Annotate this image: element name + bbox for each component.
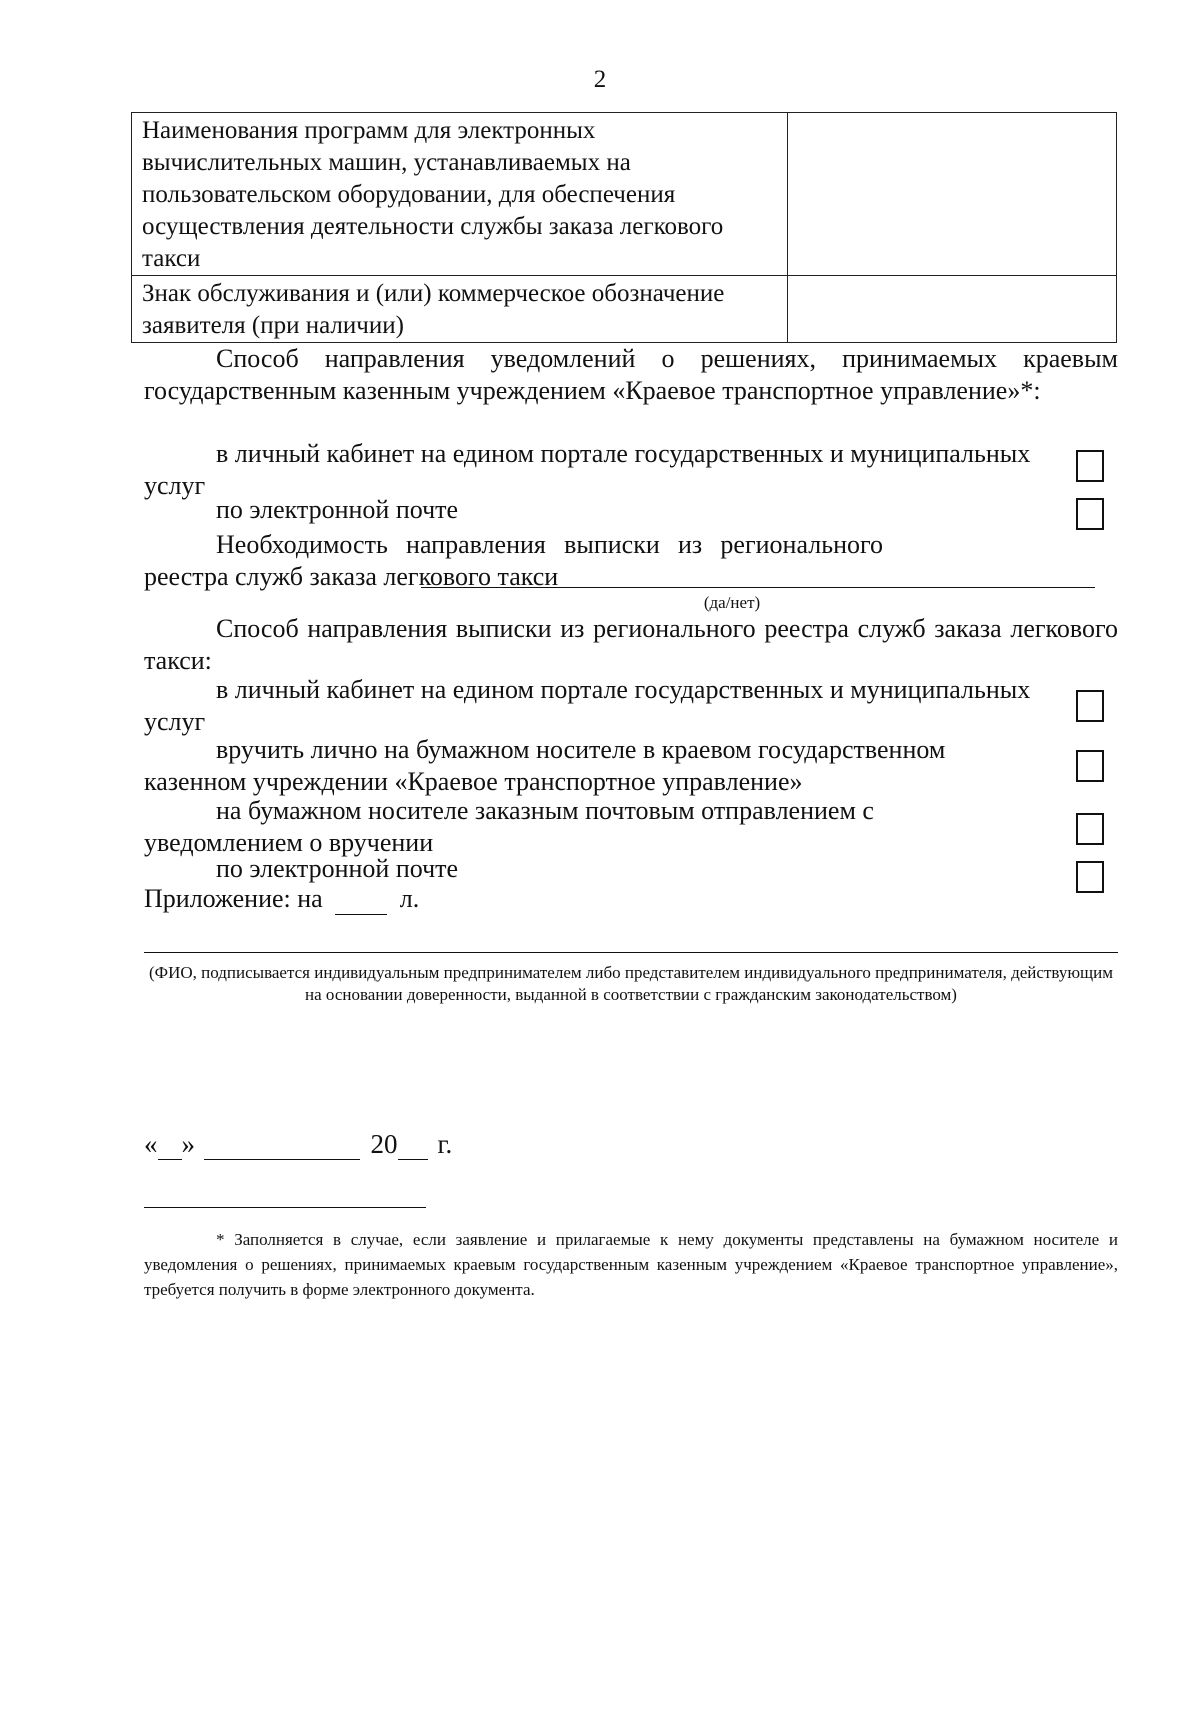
attachment-pages-input[interactable] (335, 890, 387, 915)
attachment-prefix: Приложение: на (144, 884, 323, 913)
page-number: 2 (593, 66, 607, 93)
table-row (132, 276, 1117, 343)
table-row (132, 113, 1117, 276)
table-cell-value[interactable] (788, 276, 1117, 343)
attachment-line (144, 883, 1118, 915)
date-year-suffix: г. (437, 1129, 453, 1159)
date-open-quote: « (144, 1129, 158, 1159)
option-label: в личный кабинет на едином портале государственных и муниципальных услуг (144, 439, 1031, 500)
notify-option-email (144, 494, 1104, 526)
extract-need-hint: (да/нет) (703, 593, 761, 612)
notifications-heading: Способ направления уведомлений о решениях, принимаемых краевым государственным казенным учреждением «Краевое транспортное управление»*: (144, 344, 1118, 405)
signature-line[interactable] (144, 952, 1118, 953)
checkbox[interactable] (1076, 498, 1104, 530)
notify-option-portal (144, 438, 1104, 502)
extract-option-portal (144, 674, 1104, 738)
option-label: по электронной почте (216, 495, 459, 524)
attachment-suffix: л. (399, 884, 420, 913)
extract-method-heading: Способ направления выписки из регионального реестра служб заказа легкового такси: (144, 614, 1118, 675)
extract-need-text: Необходимость направления выписки из регионального реестра служб заказа легкового такси (144, 530, 883, 591)
footnote: * Заполняется в случае, если заявление и прилагаемые к нему документы представлены на бумажном носителе и уведомления о решениях, принимаемых краевым государственным казенным учреждением «Краевое транспортное управление», требуется получить в форме электронного документа. (144, 1230, 1118, 1299)
date-year-prefix: 20 (370, 1129, 398, 1159)
option-label: вручить лично на бумажном носителе в краевом государственном казенном учреждении «Краевое транспортное управление» (144, 735, 946, 796)
date-line (144, 1128, 1118, 1160)
info-table (131, 112, 1117, 343)
option-label: на бумажном носителе заказным почтовым отправлением с уведомлением о вручении (144, 796, 874, 857)
extract-option-in-person (144, 734, 1104, 798)
date-day-input[interactable] (158, 1137, 182, 1160)
extract-option-mail (144, 795, 1104, 859)
checkbox[interactable] (1076, 813, 1104, 845)
extract-option-email (144, 853, 1104, 885)
date-year-input[interactable] (398, 1137, 428, 1160)
table-cell-label: Знак обслуживания и (или) коммерческое обозначение заявителя (при наличии) (132, 276, 788, 343)
date-close-quote: » (181, 1129, 195, 1159)
extract-need-input-line[interactable] (421, 587, 1095, 588)
date-month-input[interactable] (204, 1137, 360, 1160)
signature-caption: (ФИО, подписывается индивидуальным предпринимателем либо представителем индивидуального предпринимателя, действующим на основании доверенности, выданной в соответствии с гражданским законодательством) (149, 963, 1113, 1004)
option-label: в личный кабинет на едином портале государственных и муниципальных услуг (144, 675, 1031, 736)
option-label: по электронной почте (216, 854, 459, 883)
table-cell-label: Наименования программ для электронных вычислительных машин, устанавливаемых на пользовательском оборудовании, для обеспечения осуществления деятельности службы заказа легкового такси (132, 113, 788, 276)
checkbox[interactable] (1076, 750, 1104, 782)
table-cell-value[interactable] (788, 113, 1117, 276)
footnote-separator (144, 1207, 426, 1208)
checkbox[interactable] (1076, 450, 1104, 482)
checkbox[interactable] (1076, 690, 1104, 722)
